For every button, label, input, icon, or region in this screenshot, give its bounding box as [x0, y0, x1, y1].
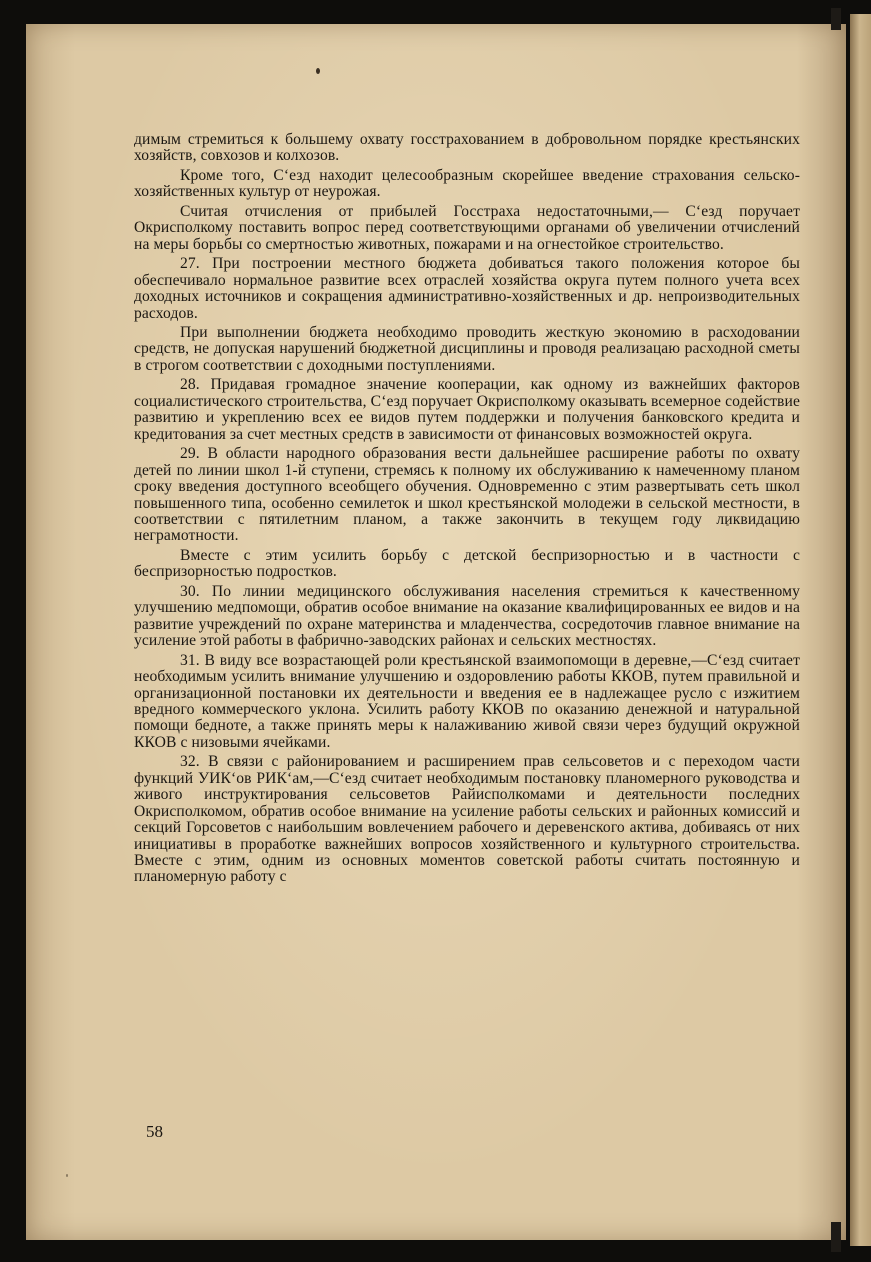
paragraph: Вместе с этим усилить борьбу с детской беспризорностью и в частности с беспризорностью подростков.	[134, 546, 800, 581]
paragraph-section-28: 28. Придавая громадное значение кооперации, как одному из важнейших факторов социалистического строительства, С‘езд поручает Окрисполкому оказывать всемерное содействие развитию и укреплению всех ее видов путем поддержки и получения банковского кредита и кредитования за счет местных средств в зависимости от финансовых возможностей округа.	[134, 376, 800, 443]
paragraph: При выполнении бюджета необходимо проводить жесткую экономию в расходовании средств, не допуская нарушений бюджетной дисциплины и проводя реализацаю расходной сметы в строгом соответствии с доходными поступлениями.	[134, 323, 800, 374]
paragraph-section-31: 31. В виду все возрастающей роли крестьянской взаимопомощи в деревне,—С‘езд считает необходимым усилить внимание улучшению и оздоровлению работы ККОВ, путем правильной и организационной постановки их деятельности и введения ее в надлежащее русло с изжитием вредного коммерческого уклона. Усилить работу ККОВ по оказанию денежной и натуральной помощи бедноте, а также принять меры к налаживанию живой связи через будущий окружной ККОВ с низовыми ячейками.	[134, 651, 800, 751]
paragraph-section-30: 30. По линии медицинского обслуживания населения стремиться к качественному улучшению медпомощи, обратив особое внимание на оказание квалифицированных ее видов и на развитие учреждений по охране материнства и младенчества, сосредоточив главное внимание на усиление этой работы в фабрично-заводских районах и сельских местностях.	[134, 582, 800, 650]
paragraph-section-27: 27. При построении местного бюджета добиваться такого положения которое бы обеспечивало нормальное развитие всех отраслей хозяйства округа путем полного учета всех доходных источников и сокращения административно-хозяйственных и др. непроизводительных расходов.	[134, 255, 800, 322]
paper-speck	[316, 68, 320, 74]
paragraph-section-32: 32. В связи с районированием и расширением прав сельсоветов и с переходом части функций УИК‘ов РИК‘ам,—С‘езд считает необходимым постановку планомерного руководства и живого инструктирования сельсоветов Райисполкомами и деятельности последних Окрисполкомом, обратив особое внимание на усиление работы сельских и районных комиссий и секций Горсоветов с наибольшим вовлечением рабочего и деревенского актива, добиваясь от них инициативы в проработке важнейших вопросов хозяйственного и культурного строительства. Вместе с этим, одним из основных моментов советской работы считать постоянную и планомерную работу с	[134, 753, 800, 886]
paragraph-section-29: 29. В области народного образования вести дальнейшее расширение работы по охвату детей по линии школ 1-й ступени, стремясь к полному их обслуживанию к намеченному планом сроку введения доступного всеобщего обучения. Одновременно с этим развертывать сеть школ повышенного типа, особенно семилеток и школ крестьянской молодежи в сельской местности, в соответствии с пятилетним планом, а также закончить в текущем году ликвидацию неграмотности.	[134, 445, 800, 545]
paragraph: димым стремиться к большему охвату госстрахованием в добровольном порядке крестьянских хозяйств, совхозов и колхозов.	[134, 131, 800, 165]
paragraph: Считая отчисления от прибылей Госстраха недостаточными,— С‘езд поручает Окрисполкому поставить вопрос перед соответствующими органами об увеличении отчислений на меры борьбы со смертностью животных, пожарами и на огнестойкое строительство.	[134, 202, 800, 253]
paper-speck	[66, 1174, 68, 1177]
page-text-body	[134, 132, 800, 889]
adjacent-page-edge	[850, 14, 871, 1246]
page-number: 58	[146, 1122, 163, 1141]
page-gutter-shadow	[831, 1222, 841, 1252]
page-gutter-shadow	[831, 8, 841, 30]
paragraph: Кроме того, С‘езд находит целесообразным скорейшее введение страхования сельско-хозяйственных культур от неурожая.	[134, 166, 800, 201]
